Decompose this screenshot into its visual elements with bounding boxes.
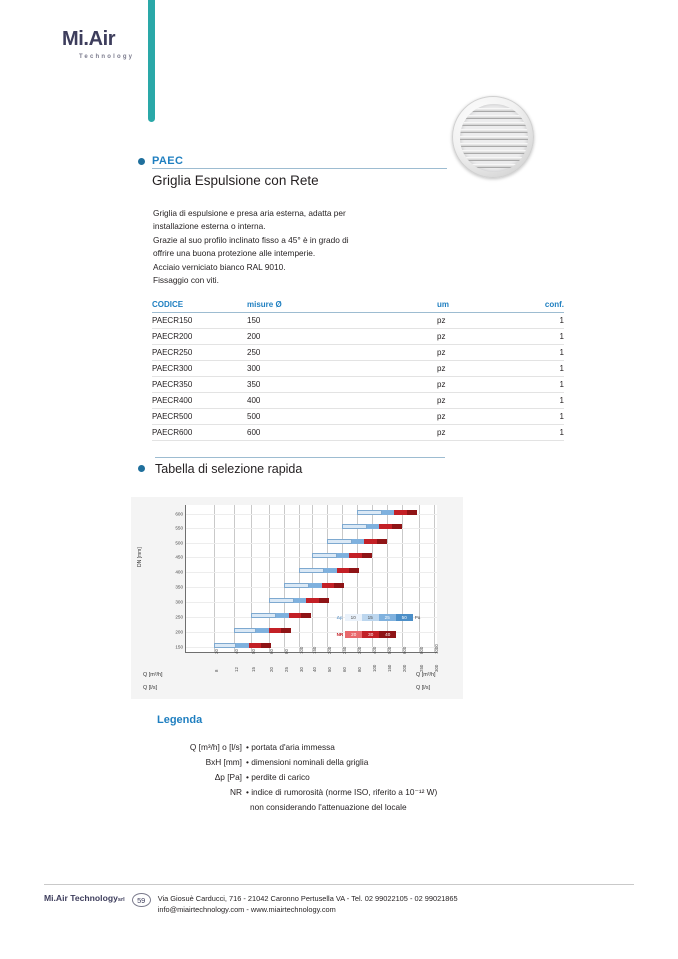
bar-segment xyxy=(382,510,395,515)
selection-chart xyxy=(131,497,463,699)
cell-misure: 250 xyxy=(247,345,437,361)
legenda-item xyxy=(150,770,540,785)
bar-segment xyxy=(269,598,294,603)
legend-dp-value: 10 xyxy=(345,614,362,621)
cell-um: pz xyxy=(437,425,517,441)
description-line: Grazie al suo profilo inclinato fisso a 45° è in grado di xyxy=(153,234,349,245)
legenda-item-text: • perdite di carico xyxy=(246,772,310,782)
chart-axis-caption-m3h-left: Q [m³/h] xyxy=(143,672,163,678)
x-tick-label: 80 xyxy=(283,649,289,654)
cell-codice: PAECR250 xyxy=(152,345,247,361)
cell-codice: PAECR300 xyxy=(152,361,247,377)
x-tick-label: 800 xyxy=(419,646,425,654)
legenda-item-continuation: non considerando l'attenuazione del locale xyxy=(250,802,407,812)
x-tick-label: 40 xyxy=(233,649,239,654)
cell-misure: 600 xyxy=(247,425,437,441)
cell-um: pz xyxy=(437,393,517,409)
bar-segment xyxy=(306,598,319,603)
product-description xyxy=(153,207,453,287)
table-row xyxy=(152,377,564,393)
x-tick-label-ls: 8 xyxy=(213,669,219,672)
product-codes-table xyxy=(152,300,564,441)
bar-segment xyxy=(364,539,377,544)
x-tick-label: 300 xyxy=(356,646,362,654)
footer-address: Via Giosuè Carducci, 716 - 21042 Caronno Pertusella VA - Tel. 02 99022105 - 02 99021865 xyxy=(157,894,458,903)
y-tick-label: 550 xyxy=(175,525,183,531)
bar-segment xyxy=(301,613,311,618)
footer xyxy=(44,893,644,915)
product-code: PAEC xyxy=(152,155,184,167)
x-tick-label-ls: 12 xyxy=(233,667,239,672)
bar-segment xyxy=(392,524,402,529)
x-tick-label: 600 xyxy=(401,646,407,654)
legenda-item-key: NR xyxy=(230,787,242,797)
cell-codice: PAECR600 xyxy=(152,425,247,441)
footer-company-suffix: srl xyxy=(117,897,125,903)
bar-segment xyxy=(319,598,329,603)
cell-um: pz xyxy=(437,409,517,425)
bar-segment xyxy=(324,568,337,573)
x-tick-label: 60 xyxy=(268,649,274,654)
cell-um: pz xyxy=(437,329,517,345)
legenda-item-key: BxH [mm] xyxy=(205,757,242,767)
header-accent-bar xyxy=(148,0,155,122)
bar-segment xyxy=(337,553,350,558)
x-tick-label-ls: 30 xyxy=(298,667,304,672)
x-tick-label: 1000 xyxy=(434,644,440,654)
cell-conf: 1 xyxy=(517,409,564,425)
column-header-misure: misure Ø xyxy=(247,300,437,313)
x-tick-label-ls: 25 xyxy=(283,667,289,672)
x-tick-label: 400 xyxy=(371,646,377,654)
cell-um: pz xyxy=(437,345,517,361)
bar-segment xyxy=(309,583,322,588)
bar-segment xyxy=(379,524,392,529)
legenda-item-key: Q [m³/h] o [l/s] xyxy=(189,742,242,752)
cell-conf: 1 xyxy=(517,425,564,441)
brand-name: Mi.Air xyxy=(62,28,116,50)
bar-segment xyxy=(249,643,262,648)
table-row xyxy=(152,345,564,361)
section-bullet-selection xyxy=(138,465,145,472)
cell-conf: 1 xyxy=(517,377,564,393)
table-row xyxy=(152,425,564,441)
cell-conf: 1 xyxy=(517,313,564,329)
cell-misure: 150 xyxy=(247,313,437,329)
cell-misure: 500 xyxy=(247,409,437,425)
x-tick-label: 250 xyxy=(341,646,347,654)
cell-conf: 1 xyxy=(517,329,564,345)
bar-segment xyxy=(284,583,309,588)
x-tick-label-ls: 40 xyxy=(311,667,317,672)
legend-nr-value: 20 xyxy=(345,631,362,638)
y-tick-label: 200 xyxy=(175,629,183,635)
column-header-conf: conf. xyxy=(517,300,564,313)
table-row xyxy=(152,329,564,345)
legenda-item-text: • indice di rumorosità (norme ISO, riferito a 10⁻¹² W) xyxy=(246,787,438,797)
cell-misure: 400 xyxy=(247,393,437,409)
legend-dp-value: 15 xyxy=(362,614,379,621)
footer-divider xyxy=(44,884,634,885)
bar-segment xyxy=(214,643,237,648)
cell-codice: PAECR350 xyxy=(152,377,247,393)
y-tick-label: 500 xyxy=(175,540,183,546)
description-line: Fissaggio con viti. xyxy=(153,275,219,286)
cell-um: pz xyxy=(437,377,517,393)
y-tick-label: 350 xyxy=(175,584,183,590)
bar-segment xyxy=(342,524,367,529)
column-header-um: um xyxy=(437,300,517,313)
bar-segment xyxy=(289,613,302,618)
bar-segment xyxy=(269,628,282,633)
brand-tagline: Technology xyxy=(79,54,135,60)
legenda-title: Legenda xyxy=(157,714,203,726)
chart-plot-area xyxy=(175,505,440,672)
table-header-row xyxy=(152,300,564,313)
bar-segment xyxy=(294,598,307,603)
cell-misure: 200 xyxy=(247,329,437,345)
footer-company xyxy=(44,893,125,903)
bar-segment xyxy=(322,583,335,588)
bar-segment xyxy=(337,568,350,573)
chart-axis-caption-m3h-right: Q [m³/h] xyxy=(416,672,436,678)
legend-nr-value: 30 xyxy=(362,631,379,638)
description-line: installazione esterna o interna. xyxy=(153,221,266,232)
chart-legend-dp xyxy=(337,614,423,621)
x-tick-label-ls: 250 xyxy=(419,664,425,672)
bar-segment xyxy=(251,613,276,618)
x-tick-label-ls: 300 xyxy=(434,664,440,672)
table-row xyxy=(152,409,564,425)
cell-um: pz xyxy=(437,361,517,377)
x-tick-label-ls: 200 xyxy=(401,664,407,672)
bar-segment xyxy=(394,510,407,515)
round-louvered-grille-icon xyxy=(452,96,534,178)
bar-segment xyxy=(276,613,289,618)
bar-segment xyxy=(352,539,365,544)
bar-segment xyxy=(327,539,352,544)
legend-dp-value: 25 xyxy=(379,614,396,621)
description-line: offrire una buona protezione alle intemperie. xyxy=(153,248,316,259)
column-header-codice: CODICE xyxy=(152,300,247,313)
cell-codice: PAECR400 xyxy=(152,393,247,409)
cell-codice: PAECR150 xyxy=(152,313,247,329)
legenda-item-text: • dimensioni nominali della griglia xyxy=(246,757,369,767)
legenda-item xyxy=(150,755,540,770)
bar-segment xyxy=(357,510,382,515)
legenda-item xyxy=(150,740,540,755)
table-row xyxy=(152,361,564,377)
cell-conf: 1 xyxy=(517,361,564,377)
page-number: 59 xyxy=(132,893,151,907)
chart-legend-nr xyxy=(337,631,397,638)
x-tick-label-ls: 50 xyxy=(326,667,332,672)
grille-louvers xyxy=(460,104,528,172)
cell-conf: 1 xyxy=(517,393,564,409)
legend-nr-value: 40 xyxy=(379,631,396,638)
description-line: Acciaio verniciato bianco RAL 9010. xyxy=(153,261,286,272)
y-tick-label: 600 xyxy=(175,511,183,517)
legenda-item-text: • portata d'aria immessa xyxy=(246,742,335,752)
y-tick-label: 450 xyxy=(175,554,183,560)
x-tick-label: 100 xyxy=(298,646,304,654)
chart-y-axis-label: DN [mm] xyxy=(137,547,143,567)
bar-segment xyxy=(299,568,324,573)
x-tick-label-ls: 15 xyxy=(251,667,257,672)
bar-segment xyxy=(367,524,380,529)
bar-segment xyxy=(334,583,344,588)
description-line: Griglia di espulsione e presa aria esterna, adatta per xyxy=(153,208,346,218)
y-tick-label: 250 xyxy=(175,614,183,620)
bar-segment xyxy=(236,643,249,648)
x-tick-label-ls: 80 xyxy=(356,667,362,672)
legend-dp-value: 50 xyxy=(396,614,413,621)
table-row xyxy=(152,313,564,329)
footer-email-web: info@miairtechnology.com - www.miairtechnology.com xyxy=(157,905,336,914)
selection-table-title: Tabella di selezione rapida xyxy=(155,462,303,476)
legend-nr-label: NR xyxy=(336,632,344,637)
x-tick-label-ls: 150 xyxy=(386,664,392,672)
legenda-item-key: Δp [Pa] xyxy=(214,772,242,782)
selection-heading-rule xyxy=(155,457,445,458)
bar-segment xyxy=(362,553,372,558)
y-tick-label: 150 xyxy=(175,644,183,650)
cell-um: pz xyxy=(437,313,517,329)
brand-logo xyxy=(62,28,152,60)
legend-dp-label: Δp xyxy=(336,615,343,620)
x-tick-label: 30 xyxy=(213,649,219,654)
x-tick-label-ls: 20 xyxy=(268,667,274,672)
bar-segment xyxy=(407,510,417,515)
x-tick-label: 500 xyxy=(386,646,392,654)
y-tick-label: 400 xyxy=(175,569,183,575)
page-title: Griglia Espulsione con Rete xyxy=(152,173,319,188)
bar-segment xyxy=(281,628,291,633)
chart-axis-caption-ls-right: Q [l/s] xyxy=(416,685,431,691)
footer-contact xyxy=(158,893,458,915)
legenda-list xyxy=(150,740,540,815)
bar-segment xyxy=(349,553,362,558)
x-tick-label-ls: 100 xyxy=(371,664,377,672)
table-row xyxy=(152,393,564,409)
section-bullet-product xyxy=(138,158,145,165)
y-tick-label: 300 xyxy=(175,599,183,605)
cell-codice: PAECR200 xyxy=(152,329,247,345)
bar-segment xyxy=(312,553,337,558)
cell-conf: 1 xyxy=(517,345,564,361)
footer-company-name: Mi.Air Technology xyxy=(44,893,118,903)
product-image xyxy=(452,96,534,178)
bar-segment xyxy=(349,568,359,573)
bar-segment xyxy=(256,628,269,633)
x-tick-label-ls: 60 xyxy=(341,667,347,672)
x-tick-label: 150 xyxy=(311,646,317,654)
cell-misure: 300 xyxy=(247,361,437,377)
x-tick-label: 50 xyxy=(251,649,257,654)
legend-dp-unit: Pa xyxy=(414,615,421,620)
x-tick-label: 200 xyxy=(326,646,332,654)
product-heading-rule xyxy=(152,168,447,169)
cell-misure: 350 xyxy=(247,377,437,393)
cell-codice: PAECR500 xyxy=(152,409,247,425)
chart-axis-caption-ls-left: Q [l/s] xyxy=(143,685,158,691)
bar-segment xyxy=(234,628,257,633)
bar-segment xyxy=(377,539,387,544)
bar-segment xyxy=(261,643,271,648)
legenda-item xyxy=(150,785,540,800)
